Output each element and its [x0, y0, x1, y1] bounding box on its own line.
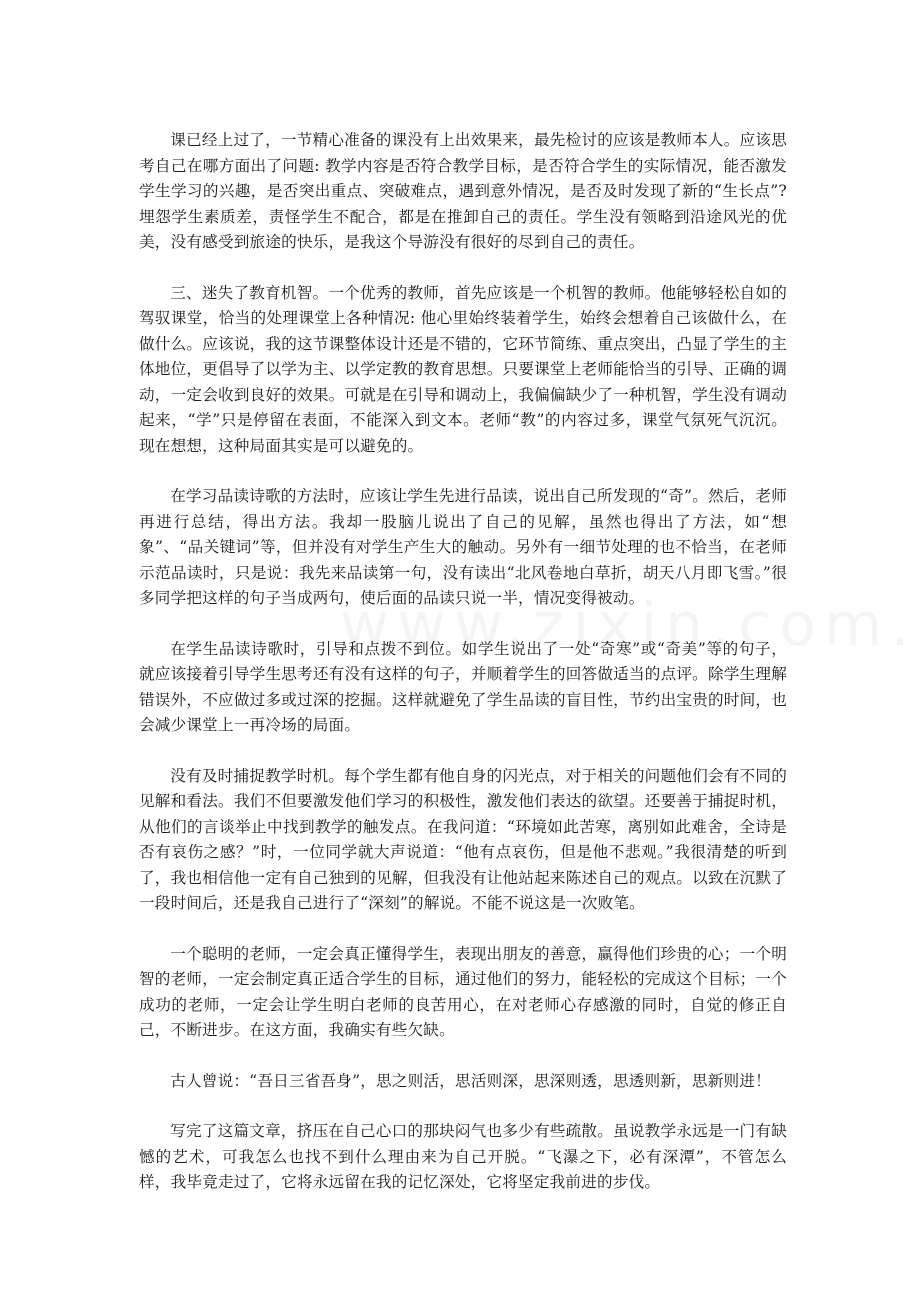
paragraph-2: 三、迷失了教育机智。一个优秀的教师，首先应该是一个机智的教师。他能够轻松自如的驾驭课堂，恰当的处理课堂上各种情况: 他心里始终装着学生，始终会想着自己该做什么，在做什么。应该说，我的这节课整体设计还是不错的，它环节简练、重点突出，凸显了学生的主体地位，更倡导了以学为主、以学定教的教育思想。只要课堂上老师能恰当的引导、正确的调动，一定会收到良好的效果。可就是在引导和调动上，我偏偏缺少了一种机智，学生没有调动起来，“学”只是停留在表面，不能深入到文本。老师“教”的内容过多，课堂气氛死气沉沉。现在想想，这种局面其实是可以避免的。	[139, 283, 787, 455]
paragraph-8: 写完了这篇文章，挤压在自己心口的那块闷气也多少有些疏散。虽说教学永远是一门有缺憾的艺术，可我怎么也找不到什么理由来为自己开脱。“飞瀑之下，必有深潭”，不管怎么样，我毕竟走过了，它将永远留在我的记忆深处，它将坚定我前进的步伐。	[139, 1122, 787, 1191]
paragraph-3: 在学习品读诗歌的方法时，应该让学生先进行品读，说出自己所发现的“奇”。然后，老师再进行总结，得出方法。我却一股脑儿说出了自己的见解，虽然也得出了方法，如“想象”、“品关键词”等，但并没有对学生产生大的触动。另外有一细节处理的也不恰当，在老师示范品读时，只是说：我先来品读第一句，没有读出“北风卷地白草折，胡天八月即飞雪。”很多同学把这样的句子当成两句，使后面的品读只说一半，情况变得被动。	[139, 487, 787, 607]
paragraph-1: 课已经上过了，一节精心准备的课没有上出效果来，最先检讨的应该是教师本人。应该思考自己在哪方面出了问题: 教学内容是否符合教学目标，是否符合学生的实际情况，能否激发学生学习的兴趣，是否突出重点、突破难点，遇到意外情况，是否及时发现了新的“生长点”?埋怨学生素质差，责怪学生不配合，都是在推卸自己的责任。学生没有领略到沿途风光的优美，没有感受到旅途的快乐，是我这个导游没有很好的尽到自己的责任。	[139, 131, 787, 251]
paragraph-6: 一个聪明的老师，一定会真正懂得学生，表现出朋友的善意，赢得他们珍贵的心；一个明智的老师，一定会制定真正适合学生的目标，通过他们的努力，能轻松的完成这个目标；一个成功的老师，一定会让学生明白老师的良苦用心，在对老师心存感激的同时，自觉的修正自己，不断进步。在这方面，我确实有些欠缺。	[139, 944, 787, 1039]
paragraph-5: 没有及时捕捉教学时机。每个学生都有他自身的闪光点，对于相关的问题他们会有不同的见解和看法。我们不但要激发他们学习的积极性，激发他们表达的欲望。还要善于捕捉时机，从他们的言谈举止中找到教学的触发点。在我问道：“环境如此苦寒，离别如此难舍，全诗是否有哀伤之感？”时，一位同学就大声说道：“他有点哀伤，但是他不悲观。”我很清楚的听到了，我也相信他一定有自己独到的见解，但我没有让他站起来陈述自己的观点。以致在沉默了一段时间后，还是我自己进行了“深刻”的解说。不能不说这是一次败笔。	[139, 766, 787, 912]
paragraph-7: 古人曾说：“吾日三省吾身”，思之则活，思活则深，思深则透，思透则新，思新则进！	[170, 1071, 771, 1090]
document-body	[139, 128, 787, 1221]
paragraph-4: 在学生品读诗歌时，引导和点拨不到位。如学生说出了一处“奇寒”或“奇美”等的句子，就应该接着引导学生思考还有没有这样的句子，并顺着学生的回答做适当的点评。除学生理解错误外，不应做过多或过深的挖掘。这样就避免了学生品读的盲目性，节约出宝贵的时间，也会减少课堂上一再冷场的局面。	[139, 639, 787, 734]
